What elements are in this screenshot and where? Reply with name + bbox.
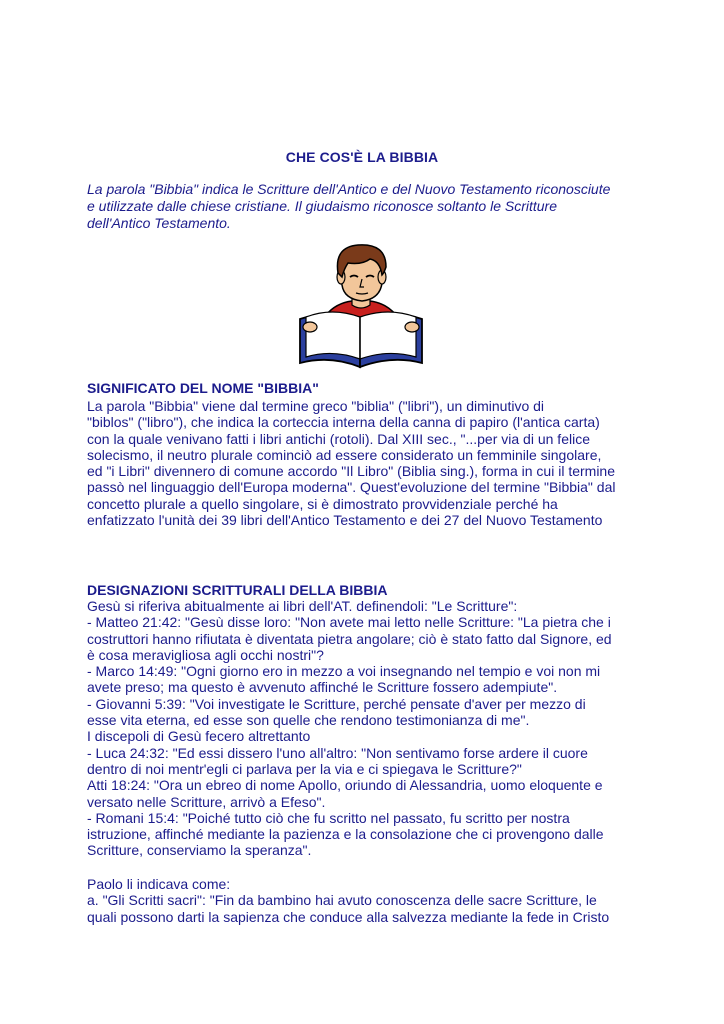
text-line: ed "i Libri" divennero di comune accordo "Il Libro" (Biblia sing.), forma in cui il termine — [87, 463, 616, 480]
section-body-significato — [87, 398, 647, 528]
section-heading-designazioni: DESIGNAZIONI SCRITTURALI DELLA BIBBIA — [87, 582, 388, 598]
text-line: I discepoli di Gesù fecero altrettanto — [87, 728, 311, 745]
text-line: "biblos" ("libro"), che indica la corteccia interna della canna di papiro (l'antica carta) — [87, 414, 600, 431]
text-line: versato nelle Scritture, arrivò a Efeso". — [87, 793, 326, 810]
section-heading-significato: SIGNIFICATO DEL NOME "BIBBIA" — [87, 380, 319, 396]
text-line: - Romani 15:4: "Poiché tutto ciò che fu scritto nel passato, fu scritto per nostra — [87, 809, 570, 826]
text-line: - Giovanni 5:39: "Voi investigate le Scritture, perché pensate d'aver per mezzo di — [87, 695, 586, 712]
text-line: esse vita eterna, ed esse son quelle che rendono testimonianza di me". — [87, 712, 530, 729]
text-line: dentro di noi mentr'egli ci parlava per la via e ci spiegava le Scritture?" — [87, 760, 522, 777]
text-line: solecismo, il neutro plurale cominciò ad essere considerato un femminile singolare, — [87, 446, 602, 463]
text-line: a. "Gli Scritti sacri": "Fin da bambino hai avuto conoscenza delle sacre Scritture, le — [87, 892, 597, 909]
text-line: - Luca 24:32: "Ed essi dissero l'uno all'altro: "Non sentivamo forse ardere il cuore — [87, 744, 588, 761]
text-line: - Matteo 21:42: "Gesù disse loro: "Non avete mai letto nelle Scritture: "La pietra che i — [87, 614, 611, 631]
intro-paragraph — [87, 181, 647, 232]
text-line: avete preso; ma questo è avvenuto affinché le Scritture fossero adempiute". — [87, 679, 558, 696]
text-line: Paolo li indicava come: — [87, 876, 231, 892]
text-line: quali possono darti la sapienza che conduce alla salvezza mediante la fede in Cristo — [87, 908, 610, 925]
text-line: enfatizzato l'unità dei 39 libri dell'Antico Testamento e dei 27 del Nuovo Testamento — [87, 512, 603, 529]
text-line: concetto plurale a quello singolare, si è dimostrato provvidenziale perché ha — [87, 495, 558, 512]
text-line: con la quale venivano fatti i libri antichi (rotoli). Dal XIII sec., "...per via di un felice — [87, 430, 590, 447]
boy-reading-book-icon — [296, 243, 426, 369]
text-line: è cosa meravigliosa agli occhi nostri"? — [87, 646, 324, 663]
section-body-paolo — [87, 876, 647, 925]
section-body-designazioni — [87, 598, 647, 859]
text-line: Scritture, conserviamo la speranza". — [87, 842, 312, 859]
intro-line: La parola "Bibbia" indica le Scritture dell'Antico e del Nuovo Testamento riconosciute — [87, 181, 611, 197]
text-line: passò nel linguaggio dell'Europa moderna". Quest'evoluzione del termine "Bibbia" dal — [87, 479, 616, 496]
text-line: Gesù si riferiva abitualmente ai libri dell'AT. definendoli: "Le Scritture": — [87, 598, 518, 614]
page-title: CHE COS'È LA BIBBIA — [285, 149, 439, 165]
text-line: Atti 18:24: "Ora un ebreo di nome Apollo, oriundo di Alessandria, uomo eloquente e — [87, 777, 603, 794]
text-line: La parola "Bibbia" viene dal termine greco "biblia" ("libri"), un diminutivo di — [87, 398, 545, 414]
text-line: costruttori hanno rifiutata è diventata pietra angolare; ciò è stato fatto dal Signore, ed — [87, 630, 612, 647]
text-line: istruzione, affinché mediante la pazienza e la consolazione che ci provengono dalle — [87, 826, 604, 843]
text-line: - Marco 14:49: "Ogni giorno ero in mezzo a voi insegnando nel tempio e voi non mi — [87, 663, 601, 680]
intro-line: dell'Antico Testamento. — [87, 215, 231, 231]
intro-line: e utilizzate dalle chiese cristiane. Il giudaismo riconosce soltanto le Scritture — [87, 198, 558, 214]
